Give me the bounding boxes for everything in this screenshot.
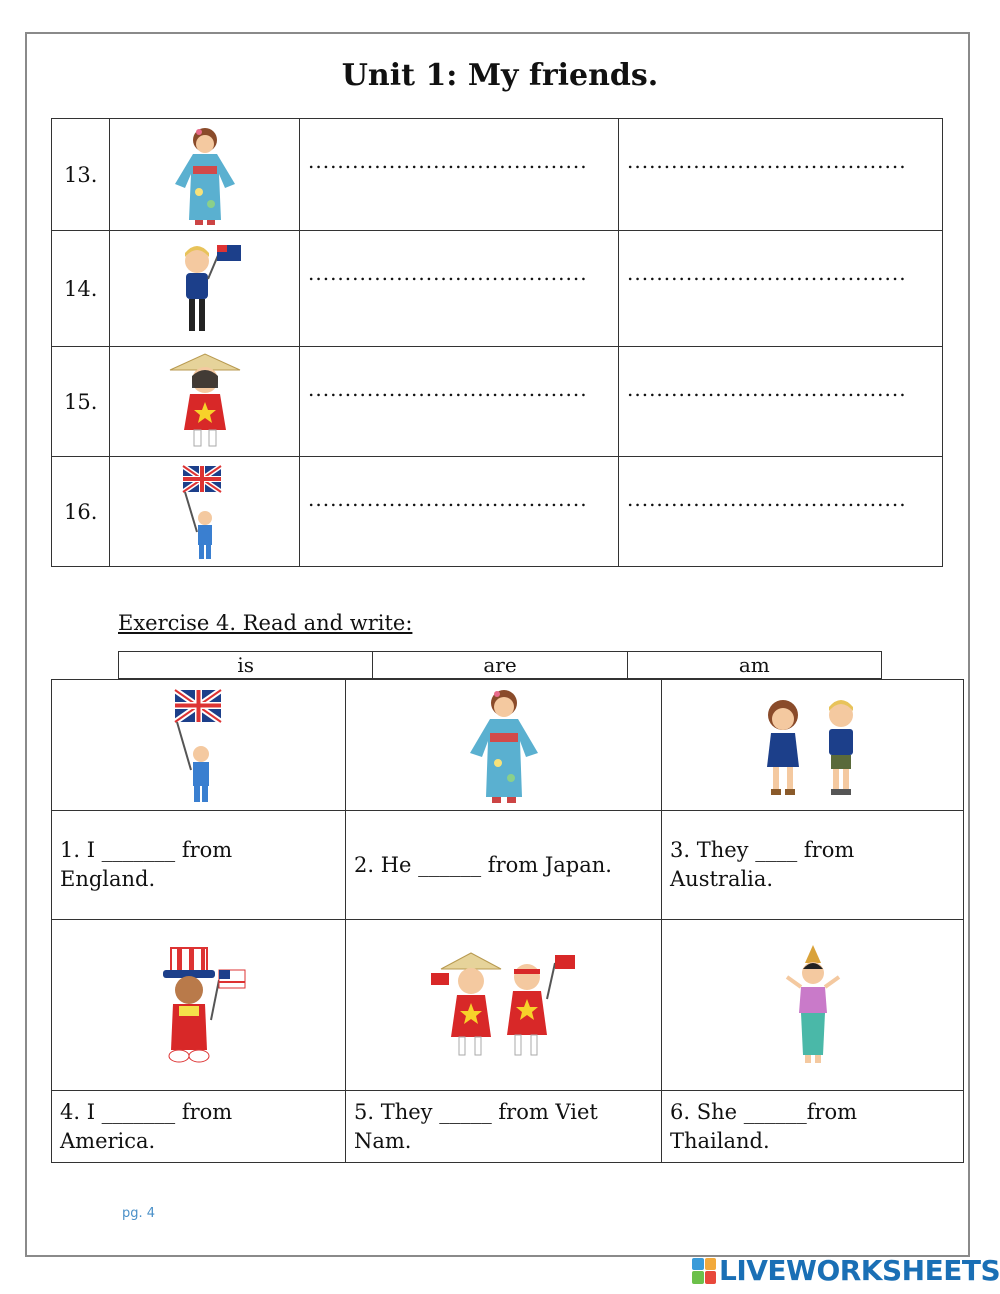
sentence-text: 2. He ______ from Japan. bbox=[354, 852, 612, 877]
sentence-text: Thailand. bbox=[670, 1128, 770, 1153]
table-row bbox=[52, 231, 943, 347]
england-boy-icon bbox=[110, 457, 300, 567]
table-row bbox=[52, 347, 943, 457]
row-number: 16. bbox=[52, 457, 110, 567]
sentence-text: 5. They _____ from Viet bbox=[354, 1099, 598, 1124]
logo-text: LIVEWORKSHEETS bbox=[719, 1254, 1000, 1287]
sentence-cell[interactable] bbox=[52, 1091, 346, 1163]
sentence-text: 4. I _______ from bbox=[60, 1099, 233, 1124]
table-row bbox=[52, 119, 943, 231]
answer-table bbox=[51, 118, 943, 567]
dotted-line: ...................................... bbox=[627, 377, 907, 401]
sentence-cell[interactable] bbox=[346, 811, 662, 920]
exercise-heading: Exercise 4. Read and write: bbox=[118, 611, 413, 635]
sentence-cell[interactable] bbox=[52, 811, 346, 920]
answer-blank-1[interactable] bbox=[300, 119, 619, 231]
word-bank bbox=[118, 651, 882, 679]
answer-blank-1[interactable] bbox=[300, 347, 619, 457]
dotted-line: ...................................... bbox=[308, 487, 588, 511]
dotted-line: ...................................... bbox=[627, 487, 907, 511]
sentence-row bbox=[52, 811, 964, 920]
row-number: 15. bbox=[52, 347, 110, 457]
thai-girl-icon bbox=[662, 920, 964, 1091]
sentence-text: Australia. bbox=[670, 867, 774, 891]
sentence-text: 6. She ______from bbox=[670, 1099, 858, 1124]
sentence-text: Nam. bbox=[354, 1128, 412, 1153]
picture-row bbox=[52, 680, 964, 811]
kimono-girl-icon bbox=[346, 680, 662, 811]
dotted-line: ...................................... bbox=[308, 149, 588, 173]
kimono-girl-icon bbox=[110, 119, 300, 231]
dotted-line: ...................................... bbox=[308, 377, 588, 401]
america-boy-icon bbox=[52, 920, 346, 1091]
answer-blank-2[interactable] bbox=[619, 231, 943, 347]
australia-kids-icon bbox=[662, 680, 964, 811]
logo-icon bbox=[692, 1258, 716, 1284]
answer-blank-2[interactable] bbox=[619, 119, 943, 231]
word-bank-item: am bbox=[627, 652, 881, 679]
table-row bbox=[52, 457, 943, 567]
vietnam-kids-icon bbox=[346, 920, 662, 1091]
answer-blank-1[interactable] bbox=[300, 231, 619, 347]
sentence-text: England. bbox=[60, 867, 156, 891]
liveworksheets-logo[interactable] bbox=[692, 1254, 1000, 1287]
word-bank-item: are bbox=[373, 652, 627, 679]
sentence-text: America. bbox=[60, 1128, 156, 1153]
dotted-line: ...................................... bbox=[627, 149, 907, 173]
sentence-row bbox=[52, 1091, 964, 1163]
england-boy-icon bbox=[52, 680, 346, 811]
row-number: 13. bbox=[52, 119, 110, 231]
sentence-cell[interactable] bbox=[346, 1091, 662, 1163]
sentence-cell[interactable] bbox=[662, 1091, 964, 1163]
sentence-cell[interactable] bbox=[662, 811, 964, 920]
row-number: 14. bbox=[52, 231, 110, 347]
exercise-table bbox=[51, 679, 964, 1163]
picture-row bbox=[52, 920, 964, 1091]
australia-boy-icon bbox=[110, 231, 300, 347]
answer-blank-1[interactable] bbox=[300, 457, 619, 567]
answer-blank-2[interactable] bbox=[619, 457, 943, 567]
vietnam-girl-icon bbox=[110, 347, 300, 457]
sentence-text: 3. They ____ from bbox=[670, 838, 855, 862]
dotted-line: ...................................... bbox=[627, 261, 907, 285]
page-title: Unit 1: My friends. bbox=[341, 58, 659, 93]
sentence-text: 1. I _______ from bbox=[60, 838, 233, 862]
word-bank-item: is bbox=[119, 652, 373, 679]
page-number: pg. 4 bbox=[122, 1206, 156, 1221]
answer-blank-2[interactable] bbox=[619, 347, 943, 457]
dotted-line: ...................................... bbox=[308, 261, 588, 285]
